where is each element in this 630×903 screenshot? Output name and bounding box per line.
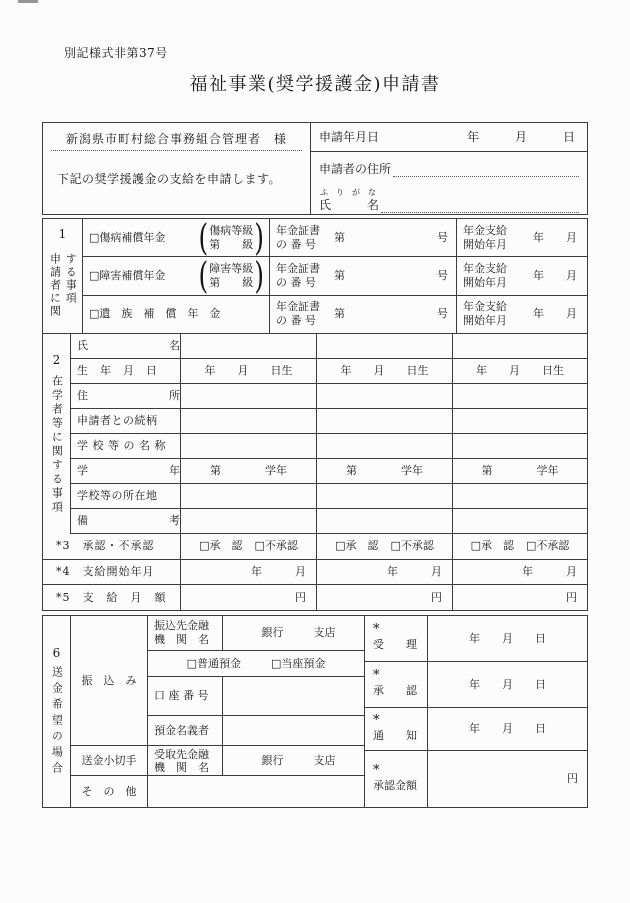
monthly-amount-field-3[interactable]: 円	[566, 590, 577, 604]
section1-number: 1	[58, 227, 67, 241]
bank-suffix-label: 銀行	[261, 753, 284, 767]
payment-start-field-1[interactable]: 年 月	[181, 560, 317, 585]
payment-start-field-2[interactable]: 年 月	[317, 560, 453, 585]
bank-suffix-label: 銀行	[261, 626, 284, 640]
method-check-label: 送金小切手	[71, 746, 147, 776]
account-number-field[interactable]	[223, 677, 364, 715]
injury-grade-field[interactable]: 第 級	[209, 237, 254, 251]
relationship-field-1[interactable]	[181, 409, 317, 433]
remittance-table	[42, 615, 588, 808]
address-field-3[interactable]	[453, 384, 587, 408]
cert-number-suffix: 号	[437, 307, 448, 321]
checkbox-survivor-pension[interactable]: □	[89, 307, 100, 321]
row-address	[71, 384, 587, 409]
header-recipient-cell	[43, 123, 311, 214]
injury-pension-label: 傷病補償年金	[99, 230, 166, 244]
star-mark: *	[373, 712, 380, 728]
row-header-remarks: 備 考	[71, 509, 181, 533]
applicant-address-field[interactable]	[393, 163, 579, 177]
pension-row-injury	[83, 216, 587, 259]
reject-checkbox-group	[526, 539, 569, 553]
ordinary-deposit-label: 普通預金	[197, 656, 241, 670]
row-header-relationship: 申請者との続柄	[71, 409, 181, 433]
disability-grade-group	[198, 254, 264, 298]
notification-row	[365, 708, 587, 751]
applicant-address-row	[311, 162, 587, 177]
section2-student-items	[43, 334, 587, 534]
checkbox-current-deposit[interactable]: □	[271, 656, 282, 670]
notification-label: 通 知	[373, 728, 417, 742]
approval-date-field[interactable]: 年 月 日	[469, 677, 546, 691]
disability-pension-label: 障害補償年金	[99, 269, 166, 283]
approval-label: 承 認	[373, 684, 417, 698]
row-school-location	[71, 484, 587, 509]
bank-out-field[interactable]	[223, 746, 364, 775]
pension-cert-cell	[270, 219, 457, 256]
acceptance-row	[365, 616, 587, 662]
notification-date-field[interactable]: 年 月 日	[469, 722, 546, 736]
header-applicant-cell	[311, 123, 587, 214]
cert-number-prefix: 第	[334, 307, 345, 321]
reject-checkbox-group	[255, 539, 298, 553]
method-bank-transfer-label: 振 込 み	[71, 616, 147, 746]
birthdate-field-1[interactable]: 年 月 日生	[181, 359, 317, 383]
school-name-field-2[interactable]	[317, 434, 453, 458]
bank-in-row	[148, 616, 364, 651]
account-number-row	[148, 677, 364, 716]
approved-amount-label: 承認金額	[373, 778, 417, 792]
pension-start-cell	[457, 296, 587, 333]
section6-side-label: 送金希望の場合	[50, 665, 64, 778]
checkbox-reject[interactable]: □	[254, 539, 265, 553]
form-number-stamp: 別記様式非第37号	[64, 46, 168, 60]
row-header-school-name: 学 校 等 の 名 称	[71, 434, 181, 458]
acceptance-date-field[interactable]: 年 月 日	[469, 631, 546, 645]
applicant-address-label: 申請者の住所	[319, 162, 392, 176]
notification-label-cell	[365, 708, 428, 750]
bank-out-row	[148, 746, 364, 776]
application-date-row	[311, 123, 587, 152]
address-field-1[interactable]	[181, 384, 317, 408]
monthly-amount-field-2[interactable]: 円	[317, 585, 453, 610]
bracket-open-icon: (	[198, 254, 209, 298]
start-label-line1: 年金支給	[463, 261, 507, 275]
bank-in-label-line2: 機 関 名	[154, 633, 209, 646]
acceptance-label-cell	[365, 616, 428, 661]
start-label-line2: 開始年月	[463, 237, 507, 251]
bank-out-label-cell	[148, 746, 223, 775]
section1-side-label-2: する事項	[64, 253, 78, 305]
approved-amount-label-cell	[365, 751, 428, 807]
section1-side-header	[43, 219, 83, 333]
start-year-label: 年	[533, 269, 544, 283]
approval-row-label: *3 承認・不承認	[43, 534, 181, 559]
remarks-field-3[interactable]	[453, 509, 587, 533]
name-field-2[interactable]	[317, 334, 453, 358]
branch-suffix-label: 支店	[313, 626, 336, 640]
official-processing-column	[364, 616, 587, 807]
disability-grade-field[interactable]: 第 級	[209, 275, 254, 289]
row-remarks	[71, 509, 587, 534]
injury-grade-label: 傷病等級	[209, 223, 254, 237]
applicant-name-field[interactable]	[381, 199, 579, 213]
row-header-address: 住 所	[71, 384, 181, 408]
birthdate-field-2[interactable]: 年 月 日生	[317, 359, 453, 383]
cert-number-prefix: 第	[334, 269, 345, 283]
relationship-field-3[interactable]	[453, 409, 587, 433]
method-other-label: そ の 他	[81, 784, 137, 798]
bank-in-label-line1: 振込先金融	[154, 619, 209, 632]
row-approval	[43, 534, 587, 560]
bracket-close-icon: )	[254, 216, 264, 259]
approval-cell-1	[181, 534, 317, 559]
declaration-text: 下記の奨学援護金の支給を申請します。	[57, 172, 282, 186]
reject-label: 不承認	[264, 539, 298, 553]
cert-number-suffix: 号	[437, 269, 448, 283]
deposit-type-row	[148, 651, 364, 677]
school-location-field-1[interactable]	[181, 484, 317, 508]
scan-artifact	[18, 0, 38, 3]
name-field-1[interactable]	[181, 334, 317, 358]
header-box	[42, 122, 588, 215]
approval-checkbox-group	[335, 539, 378, 553]
row-header-school-year: 学 年	[71, 459, 181, 483]
approve-label: 承 認	[345, 539, 379, 553]
pension-start-cell	[457, 257, 587, 294]
monthly-amount-row-label: *5 支 給 月 額	[43, 585, 181, 610]
start-label-line1: 年金支給	[463, 223, 507, 237]
bank-in-label-cell	[148, 616, 223, 650]
star-mark: *	[373, 668, 380, 684]
start-label-line1: 年金支給	[463, 300, 507, 314]
approval-checkbox-group	[199, 539, 242, 553]
reject-label: 不承認	[536, 539, 570, 553]
cert-label-line1: 年金証書	[276, 300, 320, 314]
row-payment-start	[43, 560, 587, 586]
row-birthdate	[71, 359, 587, 384]
school-year-field-1[interactable]: 第 学年	[181, 459, 317, 483]
acceptance-label: 受 理	[373, 638, 417, 652]
application-date-field[interactable]: 年 月 日	[466, 129, 575, 144]
school-year-field-3[interactable]: 第 学年	[481, 464, 559, 478]
approval-label-cell	[365, 662, 428, 707]
checkbox-ordinary-deposit[interactable]: □	[186, 656, 197, 670]
birthdate-field-3[interactable]: 年 月 日生	[476, 364, 564, 378]
approval-checkbox-group	[471, 539, 514, 553]
applicant-name-label: 氏 名	[319, 198, 380, 212]
start-label-line2: 開始年月	[463, 314, 507, 328]
account-holder-field[interactable]	[223, 716, 364, 745]
payment-start-field-3[interactable]: 年 月	[522, 565, 577, 579]
approve-label: 承 認	[481, 539, 514, 553]
account-holder-label: 預金名義者	[148, 716, 223, 745]
other-method-field[interactable]	[148, 776, 364, 807]
branch-suffix-label: 支店	[313, 753, 336, 767]
start-month-label: 月	[566, 307, 577, 321]
pension-row-survivor	[83, 296, 587, 333]
cert-label-line1: 年金証書	[276, 223, 320, 237]
section6-number: 6	[52, 645, 61, 660]
current-deposit-group	[271, 657, 325, 671]
reject-label: 不承認	[400, 539, 434, 553]
start-year-label: 年	[533, 307, 544, 321]
injury-grade-group	[198, 216, 264, 259]
section2-side-header	[43, 334, 71, 534]
cert-label-line2: の 番 号	[276, 237, 316, 251]
pension-type-cell	[83, 216, 270, 259]
approve-label: 承 認	[209, 539, 243, 553]
row-school-name	[71, 434, 587, 459]
applicant-name-row	[311, 198, 587, 213]
pension-type-cell	[83, 296, 270, 333]
school-name-field-3[interactable]	[453, 434, 587, 458]
official-use-rows	[43, 534, 587, 610]
school-location-field-2[interactable]	[317, 484, 453, 508]
remarks-field-1[interactable]	[181, 509, 317, 533]
account-number-label: 口 座 番 号	[148, 677, 223, 715]
form-title: 福祉事業(奨学援護金)申請書	[189, 74, 441, 95]
section2-side-label: 在学者等に関する事項	[50, 375, 64, 515]
address-field-2[interactable]	[317, 384, 453, 408]
school-location-field-3[interactable]	[453, 484, 587, 508]
row-school-year	[71, 459, 587, 484]
relationship-field-2[interactable]	[317, 409, 453, 433]
cert-number-prefix: 第	[334, 230, 345, 244]
furigana-label: ふ り が な	[320, 188, 376, 197]
section1-applicant-items	[43, 216, 587, 334]
cert-label-line2: の 番 号	[276, 275, 316, 289]
section2-number: 2	[52, 353, 61, 367]
checkbox-reject[interactable]: □	[526, 539, 537, 553]
school-name-field-1[interactable]	[181, 434, 317, 458]
row-header-school-location: 学校等の所在地	[71, 484, 181, 508]
checkbox-disability-pension[interactable]: □	[89, 269, 100, 283]
bracket-close-icon: )	[254, 254, 264, 298]
school-year-field-2[interactable]: 第 学年	[317, 459, 453, 483]
approved-amount-row	[365, 751, 587, 807]
row-header-name: 氏 名	[71, 334, 181, 358]
checkbox-injury-pension[interactable]: □	[89, 230, 100, 244]
section1-side-label-1: 申請者に関	[48, 253, 62, 318]
reject-checkbox-group	[391, 539, 434, 553]
remarks-field-2[interactable]	[317, 509, 453, 533]
pension-cert-cell	[270, 257, 457, 294]
approval-cell-2	[317, 534, 453, 559]
row-monthly-amount	[43, 585, 587, 610]
checkbox-approve[interactable]: □	[470, 539, 481, 553]
checkbox-reject[interactable]: □	[390, 539, 401, 553]
checkbox-approve[interactable]: □	[199, 539, 210, 553]
account-holder-row	[148, 716, 364, 746]
row-name	[71, 334, 587, 359]
row-relationship	[71, 409, 587, 434]
remit-detail-column	[148, 616, 364, 807]
section6-side-header	[43, 616, 71, 807]
name-field-3[interactable]	[453, 334, 587, 358]
current-deposit-label: 当座預金	[281, 656, 326, 670]
start-month-label: 月	[566, 269, 577, 283]
approval-cell-3	[453, 534, 587, 559]
approved-amount-field[interactable]: 円	[567, 772, 578, 786]
survivor-pension-label: 遺 族 補 償 年 金	[99, 307, 221, 321]
application-date-label: 申請年月日	[319, 129, 380, 144]
monthly-amount-field-1[interactable]: 円	[181, 585, 317, 610]
star-mark: *	[373, 622, 380, 638]
start-label-line2: 開始年月	[463, 275, 507, 289]
start-year-label: 年	[533, 230, 544, 244]
pension-type-cell	[83, 254, 270, 298]
row-header-birthdate: 生 年 月 日	[71, 359, 181, 383]
bank-out-label-line1: 受取先金融	[154, 747, 209, 761]
payment-start-row-label: *4 支給開始年月	[43, 560, 181, 585]
recipient-line: 新潟県市町村総合事務組合管理者 様	[51, 132, 302, 151]
bank-out-label-line2: 機 関 名	[154, 760, 209, 774]
remit-method-column	[71, 616, 148, 807]
bracket-open-icon: (	[198, 216, 209, 259]
ordinary-deposit-group	[187, 657, 241, 671]
cert-label-line1: 年金証書	[276, 261, 320, 275]
start-month-label: 月	[566, 230, 577, 244]
pension-cert-cell	[270, 296, 457, 333]
bank-in-field[interactable]	[223, 616, 364, 650]
disability-grade-label: 障害等級	[209, 261, 254, 275]
cert-number-suffix: 号	[437, 230, 448, 244]
pension-start-cell	[457, 219, 587, 256]
cert-label-line2: の 番 号	[276, 314, 316, 328]
approval-row	[365, 662, 587, 708]
pension-row-disability	[83, 254, 587, 298]
main-table	[42, 218, 588, 611]
checkbox-approve[interactable]: □	[335, 539, 346, 553]
star-mark: *	[373, 762, 380, 778]
